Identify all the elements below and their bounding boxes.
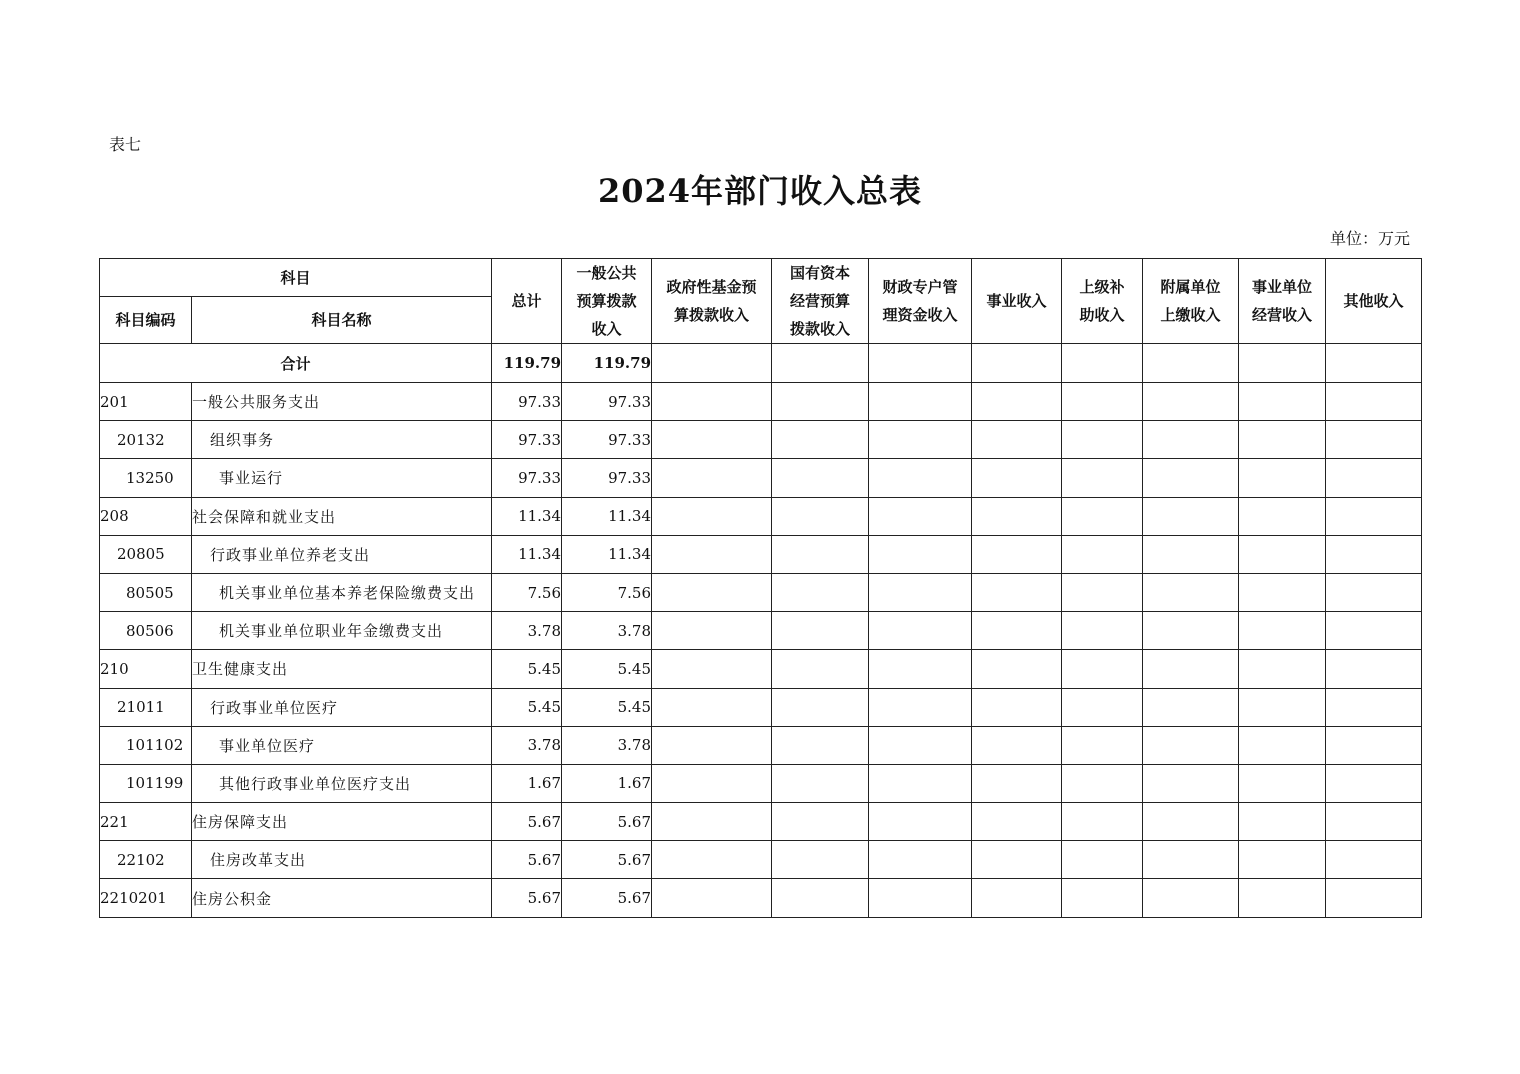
row-empty-cell — [869, 803, 972, 841]
row-empty-cell — [1326, 803, 1422, 841]
row-empty-cell — [1239, 841, 1326, 879]
row-code: 101199 — [100, 764, 192, 802]
row-general-budget: 7.56 — [562, 573, 652, 611]
affiliated-header: 附属单位 上缴收入 — [1143, 259, 1239, 344]
row-empty-cell — [869, 573, 972, 611]
row-empty-cell — [1326, 879, 1422, 917]
total-general-value: 119.79 — [562, 344, 652, 383]
row-empty-cell — [1326, 688, 1422, 726]
table-row — [100, 726, 1422, 764]
table-row — [100, 688, 1422, 726]
business-income-header: 事业收入 — [972, 259, 1062, 344]
row-empty-cell — [972, 459, 1062, 497]
row-empty-cell — [1143, 535, 1239, 573]
row-empty-cell — [972, 764, 1062, 802]
state-capital-header: 国有资本 经营预算 拨款收入 — [772, 259, 869, 344]
table-row — [100, 383, 1422, 421]
row-empty-cell — [869, 688, 972, 726]
code-header: 科目编码 — [100, 297, 192, 344]
table-number: 表七 — [109, 135, 142, 154]
row-general-budget: 11.34 — [562, 497, 652, 535]
name-header: 科目名称 — [192, 297, 492, 344]
row-empty-cell — [972, 497, 1062, 535]
row-name: 住房改革支出 — [192, 841, 492, 879]
row-empty-cell — [652, 650, 772, 688]
row-name: 其他行政事业单位医疗支出 — [192, 764, 492, 802]
row-general-budget: 97.33 — [562, 383, 652, 421]
row-empty-cell — [1062, 421, 1143, 459]
row-empty-cell — [869, 764, 972, 802]
subject-header: 科目 — [100, 259, 492, 297]
row-empty-cell — [972, 573, 1062, 611]
row-empty-cell — [772, 879, 869, 917]
row-empty-cell — [652, 383, 772, 421]
row-general-budget: 3.78 — [562, 726, 652, 764]
table-row — [100, 459, 1422, 497]
row-empty-cell — [772, 421, 869, 459]
row-empty-cell — [1326, 650, 1422, 688]
row-empty-cell — [869, 497, 972, 535]
row-total: 5.67 — [492, 841, 562, 879]
row-name: 卫生健康支出 — [192, 650, 492, 688]
row-empty-cell — [972, 879, 1062, 917]
row-empty-cell — [972, 688, 1062, 726]
row-empty-cell — [652, 726, 772, 764]
row-empty-cell — [1143, 573, 1239, 611]
row-empty-cell — [1143, 841, 1239, 879]
row-total: 1.67 — [492, 764, 562, 802]
row-empty-cell — [1062, 841, 1143, 879]
row-empty-cell — [1326, 497, 1422, 535]
income-summary-table — [99, 258, 1422, 918]
row-empty-cell — [1062, 535, 1143, 573]
row-empty-cell — [652, 459, 772, 497]
row-empty-cell — [1062, 803, 1143, 841]
superior-subsidy-header: 上级补 助收入 — [1062, 259, 1143, 344]
row-total: 7.56 — [492, 573, 562, 611]
row-total: 3.78 — [492, 612, 562, 650]
row-empty-cell — [1143, 764, 1239, 802]
table-row — [100, 612, 1422, 650]
table-row — [100, 421, 1422, 459]
row-empty-cell — [652, 841, 772, 879]
row-empty-cell — [652, 688, 772, 726]
row-empty-cell — [1326, 764, 1422, 802]
row-empty-cell — [1326, 459, 1422, 497]
row-total: 11.34 — [492, 497, 562, 535]
row-empty-cell — [1326, 726, 1422, 764]
row-empty-cell — [1143, 803, 1239, 841]
row-empty-cell — [972, 383, 1062, 421]
row-empty-cell — [972, 841, 1062, 879]
table-row — [100, 497, 1422, 535]
row-empty-cell — [1239, 688, 1326, 726]
table-row — [100, 573, 1422, 611]
row-empty-cell — [652, 573, 772, 611]
fiscal-special-header: 财政专户管 理资金收入 — [869, 259, 972, 344]
row-empty-cell — [1239, 726, 1326, 764]
row-empty-cell — [772, 612, 869, 650]
row-total: 97.33 — [492, 459, 562, 497]
row-code: 208 — [100, 497, 192, 535]
gov-fund-header: 政府性基金预 算拨款收入 — [652, 259, 772, 344]
row-empty-cell — [1239, 459, 1326, 497]
row-empty-cell — [772, 383, 869, 421]
row-total: 3.78 — [492, 726, 562, 764]
row-empty-cell — [652, 612, 772, 650]
row-empty-cell — [652, 803, 772, 841]
row-empty-cell — [652, 764, 772, 802]
row-empty-cell — [1326, 421, 1422, 459]
row-code: 201 — [100, 383, 192, 421]
unit-label: 单位：万元 — [1329, 229, 1410, 248]
row-code: 22102 — [100, 841, 192, 879]
row-code: 221 — [100, 803, 192, 841]
row-empty-cell — [869, 535, 972, 573]
row-empty-cell — [1143, 421, 1239, 459]
row-total: 5.45 — [492, 650, 562, 688]
table-row — [100, 879, 1422, 917]
row-empty-cell — [1239, 573, 1326, 611]
row-general-budget: 3.78 — [562, 612, 652, 650]
other-income-header: 其他收入 — [1326, 259, 1422, 344]
row-empty-cell — [972, 421, 1062, 459]
row-name: 机关事业单位职业年金缴费支出 — [192, 612, 492, 650]
row-name: 事业单位医疗 — [192, 726, 492, 764]
row-empty-cell — [1062, 726, 1143, 764]
row-code: 101102 — [100, 726, 192, 764]
row-general-budget: 1.67 — [562, 764, 652, 802]
row-empty-cell — [1143, 497, 1239, 535]
row-empty-cell — [1239, 650, 1326, 688]
row-empty-cell — [1239, 803, 1326, 841]
row-empty-cell — [1062, 879, 1143, 917]
row-name: 社会保障和就业支出 — [192, 497, 492, 535]
row-empty-cell — [772, 573, 869, 611]
row-name: 机关事业单位基本养老保险缴费支出 — [192, 573, 492, 611]
row-empty-cell — [1062, 688, 1143, 726]
row-empty-cell — [869, 612, 972, 650]
row-total: 5.45 — [492, 688, 562, 726]
row-empty-cell — [972, 650, 1062, 688]
row-empty-cell — [772, 803, 869, 841]
row-empty-cell — [1062, 764, 1143, 802]
row-code: 2210201 — [100, 879, 192, 917]
total-header: 总计 — [492, 259, 562, 344]
row-empty-cell — [772, 535, 869, 573]
row-empty-cell — [1062, 612, 1143, 650]
table-row — [100, 803, 1422, 841]
row-empty-cell — [1239, 764, 1326, 802]
row-code: 210 — [100, 650, 192, 688]
row-empty-cell — [772, 764, 869, 802]
row-general-budget: 97.33 — [562, 459, 652, 497]
row-total: 97.33 — [492, 383, 562, 421]
row-empty-cell — [772, 497, 869, 535]
table-row — [100, 764, 1422, 802]
row-empty-cell — [1239, 535, 1326, 573]
row-empty-cell — [869, 841, 972, 879]
row-empty-cell — [1326, 841, 1422, 879]
row-general-budget: 5.67 — [562, 879, 652, 917]
row-empty-cell — [869, 383, 972, 421]
row-general-budget: 5.45 — [562, 650, 652, 688]
row-name: 住房公积金 — [192, 879, 492, 917]
row-empty-cell — [772, 726, 869, 764]
row-empty-cell — [1062, 459, 1143, 497]
row-empty-cell — [869, 879, 972, 917]
row-empty-cell — [972, 535, 1062, 573]
row-general-budget: 5.45 — [562, 688, 652, 726]
row-empty-cell — [1062, 497, 1143, 535]
row-empty-cell — [1239, 879, 1326, 917]
document-title: 2024年部门收入总表 — [597, 172, 923, 210]
row-code: 20132 — [100, 421, 192, 459]
row-name: 组织事务 — [192, 421, 492, 459]
row-empty-cell — [972, 612, 1062, 650]
row-empty-cell — [772, 650, 869, 688]
row-total: 97.33 — [492, 421, 562, 459]
row-total: 5.67 — [492, 803, 562, 841]
row-empty-cell — [652, 497, 772, 535]
row-empty-cell — [1239, 421, 1326, 459]
row-name: 行政事业单位医疗 — [192, 688, 492, 726]
table-row — [100, 650, 1422, 688]
row-code: 20805 — [100, 535, 192, 573]
row-empty-cell — [652, 535, 772, 573]
row-empty-cell — [1239, 497, 1326, 535]
row-empty-cell — [1143, 726, 1239, 764]
table-row — [100, 841, 1422, 879]
row-general-budget: 97.33 — [562, 421, 652, 459]
row-total: 11.34 — [492, 535, 562, 573]
row-empty-cell — [1326, 383, 1422, 421]
row-total: 5.67 — [492, 879, 562, 917]
table-row — [100, 535, 1422, 573]
row-empty-cell — [1062, 383, 1143, 421]
row-general-budget: 5.67 — [562, 803, 652, 841]
total-label: 合计 — [100, 344, 492, 383]
general-budget-header: 一般公共 预算拨款 收入 — [562, 259, 652, 344]
row-empty-cell — [972, 726, 1062, 764]
row-empty-cell — [1143, 459, 1239, 497]
row-empty-cell — [772, 459, 869, 497]
row-empty-cell — [1062, 573, 1143, 611]
row-empty-cell — [1239, 383, 1326, 421]
row-name: 事业运行 — [192, 459, 492, 497]
row-code: 80505 — [100, 573, 192, 611]
operating-header: 事业单位 经营收入 — [1239, 259, 1326, 344]
row-general-budget: 5.67 — [562, 841, 652, 879]
row-empty-cell — [1326, 535, 1422, 573]
row-empty-cell — [1326, 573, 1422, 611]
row-code: 21011 — [100, 688, 192, 726]
row-name: 住房保障支出 — [192, 803, 492, 841]
row-empty-cell — [652, 879, 772, 917]
row-empty-cell — [869, 421, 972, 459]
row-empty-cell — [1143, 612, 1239, 650]
row-empty-cell — [869, 650, 972, 688]
row-empty-cell — [772, 841, 869, 879]
row-empty-cell — [869, 726, 972, 764]
row-empty-cell — [1143, 879, 1239, 917]
row-empty-cell — [652, 421, 772, 459]
row-empty-cell — [1062, 650, 1143, 688]
row-name: 一般公共服务支出 — [192, 383, 492, 421]
row-name: 行政事业单位养老支出 — [192, 535, 492, 573]
row-empty-cell — [1143, 688, 1239, 726]
row-empty-cell — [1143, 650, 1239, 688]
row-empty-cell — [1143, 383, 1239, 421]
row-code: 80506 — [100, 612, 192, 650]
row-empty-cell — [1239, 612, 1326, 650]
row-empty-cell — [972, 803, 1062, 841]
row-general-budget: 11.34 — [562, 535, 652, 573]
row-code: 13250 — [100, 459, 192, 497]
row-empty-cell — [772, 688, 869, 726]
row-empty-cell — [869, 459, 972, 497]
total-value: 119.79 — [492, 344, 562, 383]
total-row — [100, 344, 1422, 383]
row-empty-cell — [1326, 612, 1422, 650]
